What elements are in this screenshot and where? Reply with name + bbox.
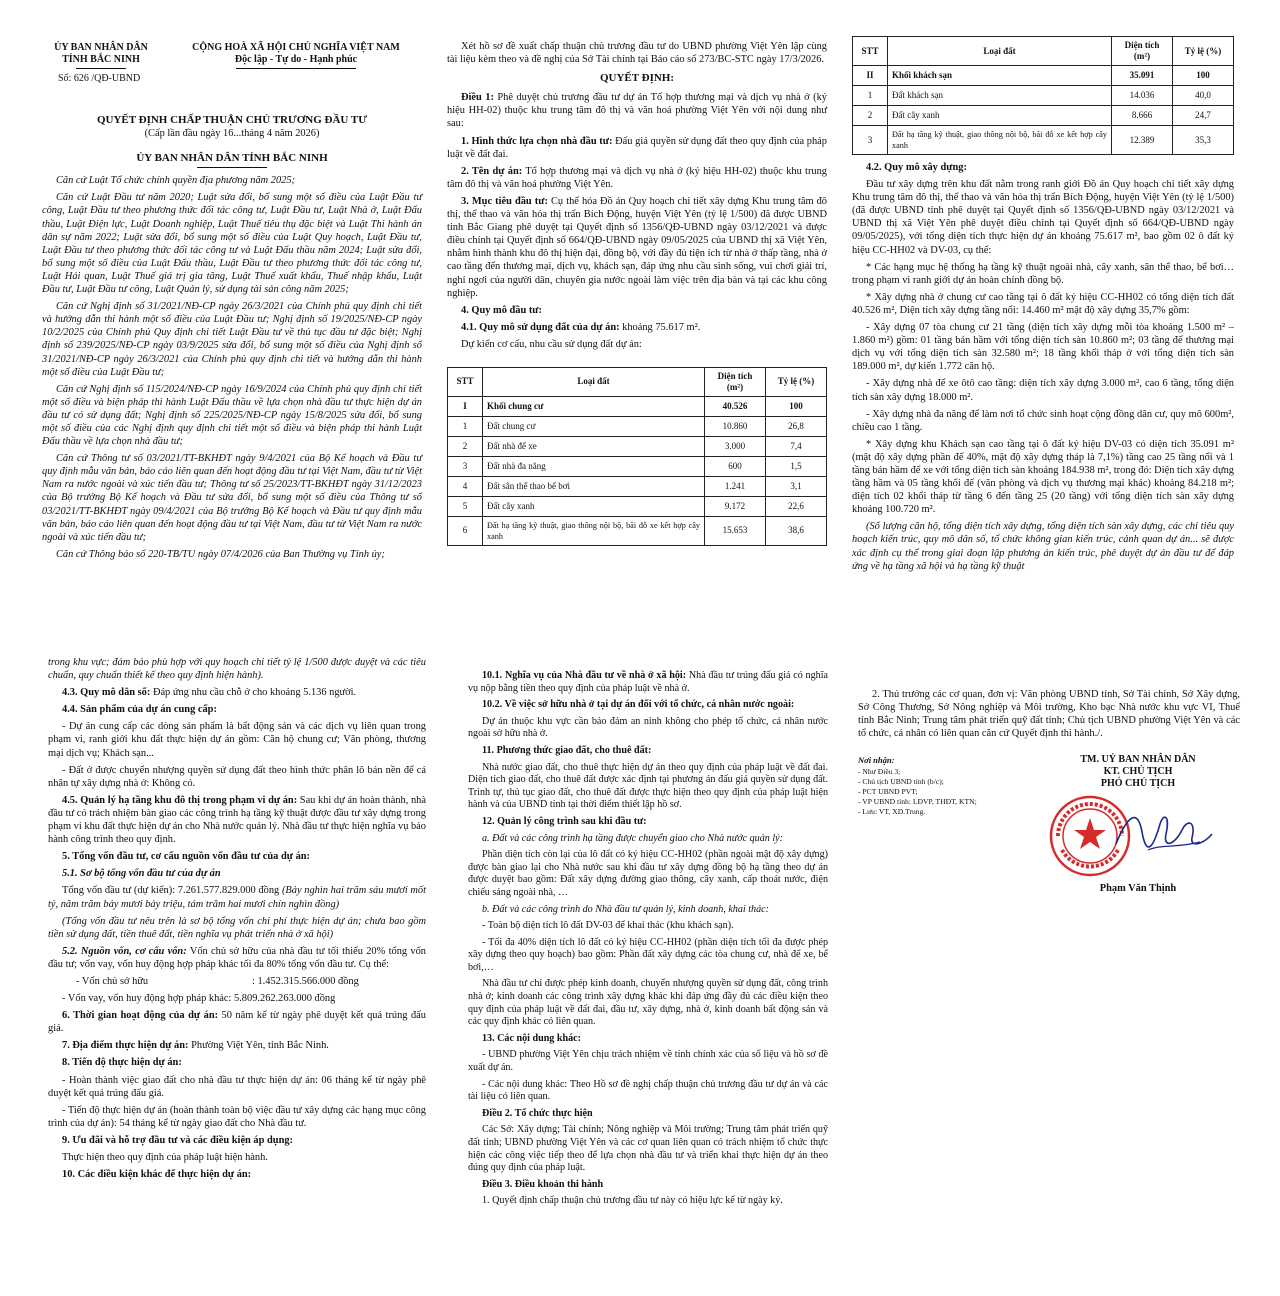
table-cell-ratio: 22,6 <box>766 496 827 516</box>
table-cell-stt: I <box>448 396 483 416</box>
recipient: - VP UBND tỉnh: LĐVP, THĐT, KTN; <box>858 797 977 807</box>
section-5-2: 5.2. Nguồn vốn, cơ cấu vốn: Vốn chủ sở hữu của nhà đầu tư tối thiểu 20% tổng vốn đầu tư; vốn vay, vốn huy động hợp pháp khác tối đa 80% tổng vốn đầu tư. Cụ thể: <box>48 945 426 970</box>
intro-paragraph: Xét hồ sơ đề xuất chấp thuận chủ trương đầu tư do UBND phường Việt Yên lập cùng tài liệu kèm theo và đề nghị của Sở Tài chính tại Báo cáo số 273/BC-STC ngày 17/3/2026. <box>447 41 827 66</box>
legal-basis: Căn cứ Thông báo số 220-TB/TU ngày 07/4/2026 của Ban Thường vụ Tỉnh ủy; <box>56 548 385 560</box>
national-header: CỘNG HOÀ XÃ HỘI CHỦ NGHĨA VIỆT NAM Độc lập - Tự do - Hạnh phúc <box>170 42 422 69</box>
table-cell-ratio: 35,3 <box>1173 126 1234 155</box>
legal-basis: Căn cứ Luật Đầu tư năm 2020; Luật sửa đổi, bổ sung một số điều của Luật Đầu tư công, Luật Đầu tư theo phương thức đối tác công tư, Luật Đầu tư, Luật Nhà ở, Luật Đấu thầu, Luật Điện lực, Luật Doanh nghiệp, Luật Thuế tiêu thụ đặc biệt và Luật Thi hành án dân sự năm 2022; Luật sửa đổi, bổ sung một số điều của Luật Quy hoạch, Luật Đầu tư, Luật Đầu tư theo phương thức đối tác công tư và Luật Đấu thầu năm 2024; Luật sửa đổi, bổ sung một số điều của Luật Đấu thầu, Luật Đầu tư theo phương thức đối tác công tư, Luật Hải quan, Luật Thuế giá trị gia tăng, Luật Thuế xuất khẩu, Thuế nhập khẩu, Luật Đầu tư, Luật Đầu tư công, Luật Quản lý, sử dụng tài sản công năm 2025; <box>42 192 422 296</box>
section-4-2: 4.2. Quy mô xây dựng: <box>866 162 967 173</box>
table-cell-stt: 1 <box>448 416 483 436</box>
paragraph: - Tiến độ thực hiện dự án (hoàn thành toàn bộ việc đầu tư xây dựng các hạng mục công trình của dự án): 54 tháng kể từ ngày giao đất cho Nhà đầu tư. <box>48 1104 426 1129</box>
section-5-1: 5.1. Sơ bộ tổng vốn đầu tư của dự án <box>62 868 221 880</box>
legal-basis: Căn cứ Nghị định số 115/2024/NĐ-CP ngày 16/9/2024 của Chính phủ quy định chi tiết một số điều và biện pháp thi hành Luật Đấu thầu về lựa chọn nhà đầu tư thực hiện dự án đầu tư có sử dụng đất; Nghị định số 225/2025/NĐ-CP ngày 15/8/2025 sửa đổi, bổ sung một số điều của các Nghị định quy định chi tiết một số điều và biện pháp thi hành Luật Đấu thầu về lựa chọn nhà đầu tư; <box>42 383 422 448</box>
table-cell-type: Khối khách sạn <box>888 66 1112 86</box>
table-cell-ratio: 100 <box>1173 66 1234 86</box>
section-12: 12. Quản lý công trình sau khi đầu tư: <box>482 815 647 827</box>
table-cell-type: Khối chung cư <box>483 396 705 416</box>
document-title: QUYẾT ĐỊNH CHẤP THUẬN CHỦ TRƯƠNG ĐẦU TƯ <box>96 114 368 126</box>
section-10: 10. Các điều kiện khác để thực hiện dự án: <box>62 1169 252 1181</box>
legal-basis: Căn cứ Nghị định số 31/2021/NĐ-CP ngày 26/3/2021 của Chính phủ quy định chi tiết và hướng dẫn thi hành một số điều của Luật Đầu tư; Nghị định số 19/2025/NĐ-CP ngày 10/2/2025 của Chính phủ Quy định chi tiết Luật Đầu tư về thủ tục đầu tư đặc biệt; Nghị định số 239/2025/NĐ-CP ngày 03/9/2025 sửa đổi, bổ sung một số điều của Nghị định số 31/2021/NĐ-CP ngày 26/3/2021 của Chính phủ quy định chi tiết và hướng dẫn thi hành một số điều của Luật Đầu tư; <box>42 301 422 378</box>
table-cell-type: Đất cây xanh <box>483 496 705 516</box>
paragraph: * Các hạng mục hệ thống hạ tầng kỹ thuật ngoài nhà, cây xanh, sân thể thao, bể bơi… trong phạm vi ranh giới dự án hoàn chỉnh đồng bộ. <box>852 261 1234 286</box>
table-cell-stt: 6 <box>448 516 483 545</box>
paragraph: Đầu tư xây dựng trên khu đất nằm trong ranh giới Đồ án Quy hoạch chi tiết xây dựng Khu trung tâm đô thị, thể thao và văn hóa thị trấn Bích Động, huyện Việt Yên (tỷ lệ 1/500) (đã được UBND tỉnh phê duyệt tại Quyết định số 1356/QĐ-UBND ngày 03/12/2021 và UBND thị xã Việt Yên phê duyệt điều chỉnh tại Quyết định số 664/QĐ-UBND ngày 09/05/2025), với tổng diện tích thực hiện dự án khoảng 75.617 m², bao gồm 02 ô đất ký hiệu CC-HH02 và DV-03, cụ thể: <box>852 179 1234 256</box>
table-cell-area: 9.172 <box>705 496 766 516</box>
legal-bases <box>42 174 422 561</box>
table-row <box>853 86 1234 106</box>
table-row <box>448 436 827 456</box>
paragraph: - Xây dựng nhà đa năng để làm nơi tổ chức sinh hoạt cộng đồng dân cư, quy mô 600m², chiều cao 1 tầng. <box>852 408 1234 433</box>
recipients <box>858 754 1028 817</box>
article-3: Điều 3. Điều khoản thi hành <box>482 1178 604 1190</box>
recipient: - Lưu: VT, XD.Trung. <box>858 807 926 817</box>
own-capital: - Vốn chủ sở hữu : 1.452.315.566.000 đồng <box>76 975 359 987</box>
table-cell-area: 8.666 <box>1112 106 1173 126</box>
page1-column2 <box>447 40 827 546</box>
table-cell-ratio: 3,1 <box>766 476 827 496</box>
table-cell-stt: 3 <box>853 126 888 155</box>
paragraph: Thực hiện theo quy định của pháp luật hiện hành. <box>62 1152 268 1163</box>
table-row <box>448 476 827 496</box>
page2-column2 <box>468 670 828 1212</box>
section-9: 9. Ưu đãi và hỗ trợ đầu tư và các điều kiện áp dụng: <box>62 1134 293 1146</box>
recipients-title: Nơi nhận: <box>858 755 895 766</box>
handwritten-signature-icon <box>1108 804 1218 864</box>
table-cell-stt: 4 <box>448 476 483 496</box>
signature-block: TM. UỶ BAN NHÂN DÂN KT. CHỦ TỊCH PHÓ CHỦ TỊCH Phạm Văn Thịnh <box>1038 754 1238 895</box>
paragraph: Nhà đầu tư chỉ được phép kinh doanh, chuyển nhượng quyền sử dụng đất, công trình nhà ở; kinh doanh các công trình xây dựng khác khi đáp ứng đầy đủ các điều kiện theo quy định của pháp luật về đất đai, đầu tư, xây dựng, nhà ở, kinh doanh bất động sản và các quy định khác có liên quan. <box>468 978 828 1028</box>
table-cell-area: 40.526 <box>705 396 766 416</box>
table-row <box>448 416 827 436</box>
paragraph: - Tối đa 40% diện tích lô đất có ký hiệu CC-HH02 (phần diện tích tối đa được phép xây dựng theo quy hoạch) bao gồm: Phần đất xây dựng các tòa chung cư, nhà để xe, bể bơi,… <box>468 936 828 973</box>
issuer-header: ỦY BAN NHÂN DÂN TỈNH BẮC NINH <box>42 42 160 69</box>
doc-number: Số: 626 /QĐ-UBND <box>58 73 141 84</box>
paragraph: * Xây dựng nhà ở chung cư cao tầng tại ô đất ký hiệu CC-HH02 có tổng diện tích đất 40.526 m², Diện tích xây dựng tầng nổi: 14.460 m² mật độ xây dựng 35,7% gồm: <box>852 291 1234 316</box>
legal-basis: Căn cứ Thông tư số 03/2021/TT-BKHĐT ngày 9/4/2021 của Bộ Kế hoạch và Đầu tư quy định mẫu văn bản, báo cáo liên quan đến hoạt động đầu tư tại Việt Nam, đầu tư từ Việt Nam ra nước ngoài và xúc tiến đầu tư; Thông tư số 25/2023/TT-BKHĐT ngày 31/12/2023 của Bộ trưởng Bộ Kế hoạch và Đầu tư sửa đổi, bổ sung một số điều của Thông tư số 03/2021/TT-BKHĐT ngày 09/4/2021 của Bộ trưởng Bộ Kế hoạch và Đầu tư quy định mẫu văn bản, báo cáo liên quan đến hoạt động đầu tư tại Việt Nam, đầu tư từ Việt Nam ra nước ngoài và xúc tiến đầu tư; <box>42 453 422 543</box>
section-4: 4. Quy mô đầu tư: <box>461 304 542 316</box>
table-cell-stt: 5 <box>448 496 483 516</box>
paragraph: - Dự án cung cấp các dòng sản phẩm là bất động sản và các dịch vụ liên quan trong phạm vi, ranh giới khu đất thực hiện dự án gồm: Căn hộ chung cư; Văn phòng, thương mại dịch vụ; Khách sạn... <box>48 721 426 759</box>
section-10-1: 10.1. Nghĩa vụ của Nhà đầu tư về nhà ở xã hội: Nhà đầu tư trúng đấu giá có nghĩa vụ nộp bằng tiền theo quy định của pháp luật về nhà ở. <box>468 670 828 694</box>
loan-capital: - Vốn vay, vốn huy động hợp pháp khác: 5.809.262.263.000 đồng <box>62 993 336 1005</box>
paragraph: Các Sở: Xây dựng; Tài chính; Nông nghiệp và Môi trường; Trung tâm phát triển quỹ đất tỉnh; UBND phường Việt Yên và các cơ quan liên quan có trách nhiệm tổ chức thực hiện các công việc tiếp theo để lựa chọn nhà đầu tư và triển khai thực hiện dự án theo đúng quy định của pháp luật. <box>468 1124 828 1174</box>
section-6: 6. Thời gian hoạt động của dự án: 50 năm kể từ ngày phê duyệt kết quả trúng đấu giá. <box>48 1010 426 1035</box>
table-row <box>448 456 827 476</box>
document-subtitle: (Cấp lần đầu ngày 16...tháng 4 năm 2026) <box>144 128 320 140</box>
table-row <box>448 496 827 516</box>
paragraph: * Xây dựng khu Khách sạn cao tầng tại ô đất ký hiệu DV-03 có diện tích 35.091 m² (mật độ xây dựng phần đế 40%, mật độ xây dựng tháp là 7,1%) tầng cao 25 tầng nổi và 1 tầng bán hầm để xe với tổng diện tích sàn khoảng 184.938 m², trong đó: Diện tích xây dựng tầng hầm và 05 tầng khối đế (văn phòng và dịch vụ thương mại khác) khoảng 84.218 m²; diện tích 02 khối tháp từ tầng 6 đến tầng 25 (20 tầng) với tổng diện tích sàn xây dựng khoảng 100.720 m². <box>852 438 1234 516</box>
land-table-1: STT Loại đất Diện tích (m²) Tỷ lệ (%) I Khối chung cư 40.526 100 1 Đất chung cư 10.860 26,8 2 Đất nhà để xe 3.000 7,4 3 Đất nhà đa năng 600 1,5 4 Đất sân thể thao bể bơi 1.241 3,1 5 Đất cây xanh 9.172 22,6 6 Đất hạ tầng kỹ thuật, giao thông nội bộ, bãi đỗ xe kết hợp cây xanh 15.653 38,6 <box>447 367 827 546</box>
recipient: - Chủ tịch UBND tỉnh (b/c); <box>858 777 944 787</box>
section-4-4: 4.4. Sản phẩm của dự án cung cấp: <box>62 704 217 716</box>
section-1: 1. Hình thức lựa chọn nhà đầu tư: Đấu giá quyền sử dụng đất theo quy định của pháp luật về đất đai. <box>447 135 827 160</box>
table-cell-type: Đất cây xanh <box>888 106 1112 126</box>
section-4-1: 4.1. Quy mô sử dụng đất của dự án: khoảng 75.617 m². <box>461 321 701 333</box>
section-13: 13. Các nội dung khác: <box>482 1032 581 1044</box>
section-4-5: 4.5. Quản lý hạ tầng khu đô thị trong phạm vi dự án: Sau khi dự án hoàn thành, nhà đầu tư có trách nhiệm bàn giao các công trình hạ tầng kỹ thuật được đầu tư xây dựng trong phạm vi khu đất thực hiện dự án cho Nhà nước quản lý. Nhà đầu tư thực hiện nghĩa vụ bảo hành công trình theo quy định. <box>48 794 426 846</box>
table-cell-area: 12.389 <box>1112 126 1173 155</box>
page2-column3 <box>858 688 1240 904</box>
table-cell-stt: II <box>853 66 888 86</box>
table-row <box>853 66 1234 86</box>
table-cell-type: Đất nhà để xe <box>483 436 705 456</box>
section-7: 7. Địa điểm thực hiện dự án: Phường Việt Yên, tỉnh Bắc Ninh. <box>62 1040 329 1052</box>
total-capital: Tổng vốn đầu tư (dự kiến): 7.261.577.829.000 đồng (Bảy nghìn hai trăm sáu mươi mốt tỷ, năm trăm bảy mươi bảy triệu, tám trăm hai mươi chín nghìn đồng) <box>48 885 426 910</box>
table-cell-stt: 2 <box>448 436 483 456</box>
table-cell-type: Đất sân thể thao bể bơi <box>483 476 705 496</box>
table-cell-stt: 1 <box>853 86 888 106</box>
paragraph: Nhà nước giao đất, cho thuê thực hiện dự án theo quy định của pháp luật về đất đai. Diện tích giao đất, cho thuê đất được xác định tại phương án đấu giá quyền sử dụng đất. Trình tự, thủ tục giao đất, cho thuê đất được thực hiện theo quy định của pháp luật hiện hành và của UBND tỉnh tại thời điểm thiết lập hồ sơ. <box>468 761 828 811</box>
paragraph: - Đất ở được chuyển nhượng quyền sử dụng đất theo hình thức phân lô bán nền để cá nhân tự xây dựng nhà ở: Không có. <box>48 764 426 789</box>
table-cell-area: 10.860 <box>705 416 766 436</box>
table-cell-ratio: 1,5 <box>766 456 827 476</box>
page1-column1 <box>42 42 422 565</box>
recipient: - PCT UBND PVT; <box>858 787 918 797</box>
table-cell-area: 15.653 <box>705 516 766 545</box>
section-4-1-sub: Dự kiến cơ cấu, nhu cầu sử dụng đất dự án: <box>461 338 642 350</box>
paragraph: Dự án thuộc khu vực cần bảo đảm an ninh không cho phép tổ chức, cá nhân nước ngoài sở hữu nhà ở. <box>468 715 828 740</box>
table-cell-ratio: 7,4 <box>766 436 827 456</box>
section-8: 8. Tiến độ thực hiện dự án: <box>62 1057 182 1069</box>
decide-heading: QUYẾT ĐỊNH: <box>599 72 675 85</box>
table-cell-area: 1.241 <box>705 476 766 496</box>
paragraph: 1. Quyết định chấp thuận chủ trương đầu tư này có hiệu lực kể từ ngày ký. <box>482 1195 783 1207</box>
table-cell-type: Đất khách sạn <box>888 86 1112 106</box>
page1-column3 <box>852 36 1234 577</box>
signer-name: Phạm Văn Thịnh <box>1099 883 1177 895</box>
section-11: 11. Phương thức giao đất, cho thuê đất: <box>482 744 652 756</box>
paragraph: Phần diện tích còn lại của lô đất có ký hiệu CC-HH02 (phần ngoài mật độ xây dựng) được bàn giao lại cho Nhà nước sau khi đầu tư xây dựng đồng bộ hạ tầng theo dự án được duyệt bao gồm: Đất xây dựng đường giao thông, cây xanh, cấp thoát nước, điện chiếu sáng ngoài nhà, … <box>468 849 828 898</box>
paragraph: - Toàn bộ diện tích lô đất DV-03 để khai thác (khu khách sạn). <box>482 920 734 932</box>
paragraph: - Xây dựng 07 tòa chung cư 21 tầng (diện tích xây dựng mỗi tòa khoảng 1.500 m² – 1.860 m²) gồm: 01 tầng bán hầm với tổng diện tích sàn 10.860 m²; 03 tầng để thương mại dịch vụ với tổng diện tích sàn 32.580 m²; 18 tầng khối tháp ở với tổng diện tích sàn 189.000 m², dự kiến 1.772 căn hộ. <box>852 322 1234 373</box>
table-cell-ratio: 26,8 <box>766 416 827 436</box>
table-cell-stt: 3 <box>448 456 483 476</box>
table-cell-ratio: 38,6 <box>766 516 827 545</box>
table-cell-type: Đất hạ tầng kỹ thuật, giao thông nội bộ, bãi đỗ xe kết hợp cây xanh <box>483 516 705 545</box>
paragraph: - Hoàn thành việc giao đất cho nhà đầu tư thực hiện dự án: 06 tháng kể từ ngày phê duyệt kết quả trúng đấu giá. <box>48 1074 426 1099</box>
paragraph: - Xây dựng nhà để xe ôtô cao tầng: diện tích xây dựng 3.000 m², cao 6 tầng, tổng diện tích sàn xây dựng 18.000 m². <box>852 378 1234 403</box>
table-cell-area: 35.091 <box>1112 66 1173 86</box>
table-cell-area: 3.000 <box>705 436 766 456</box>
table-cell-ratio: 24,7 <box>1173 106 1234 126</box>
table-cell-type: Đất chung cư <box>483 416 705 436</box>
section-2: 2. Tên dự án: Tổ hợp thương mại và dịch vụ nhà ở (ký hiệu HH-02) thuộc khu trung tâm đô thị và văn hoá phường Việt Yên. <box>447 165 827 190</box>
section-12-b: b. Đất và các công trình do Nhà đầu tư quản lý, kinh doanh, khai thác: <box>482 903 769 915</box>
table-cell-type: Đất hạ tầng kỹ thuật, giao thông nội bộ, bãi đỗ xe kết hợp cây xanh <box>888 126 1112 155</box>
paragraph: - UBND phường Việt Yên chịu trách nhiệm về tính chính xác của số liệu và hồ sơ đề xuất dự án. <box>468 1049 828 1074</box>
table-row <box>853 106 1234 126</box>
capital-note: (Tổng vốn đầu tư nêu trên là sơ bộ tổng vốn chi phí thực hiện dự án; chưa bao gồm tiền sử dụng đất, tiền thuê đất, tiền nghĩa vụ phát triển nhà ở xã hội) <box>48 915 426 940</box>
continuation: trong khu vực; đảm bảo phù hợp với quy hoạch chi tiết tỷ lệ 1/500 được duyệt và các tiêu chuẩn, quy chuẩn thiết kế theo quy định hiện hành). <box>48 657 426 682</box>
legal-basis: Căn cứ Luật Tổ chức chính quyền địa phương năm 2025; <box>56 175 295 187</box>
item-2: 2. Thủ trưởng các cơ quan, đơn vị: Văn phòng UBND tỉnh, Sở Tài chính, Sở Xây dựng, Sở Công Thương, Sở Nông nghiệp và Môi trường, Kho bạc Nhà nước khu vực VI, Thuế tỉnh Bắc Ninh; Trung tâm phát triển quỹ đất tỉnh; Chủ tịch UBND phường Việt Yên và các tổ chức, cá nhân có liên quan căn cứ Quyết định thi hành./. <box>858 689 1240 740</box>
land-table-2: STT Loại đất Diện tích (m²) Tỷ lệ (%) II Khối khách sạn 35.091 100 1 Đất khách sạn 14.036 40,0 2 Đất cây xanh 8.666 24,7 3 Đất hạ tầng kỹ thuật, giao thông nội bộ, bãi đỗ xe kết hợp cây xanh 12.389 35,3 <box>852 36 1234 155</box>
table-row <box>448 516 827 545</box>
table-cell-area: 600 <box>705 456 766 476</box>
recipient: - Như Điều 3; <box>858 767 901 777</box>
table-cell-ratio: 100 <box>766 396 827 416</box>
table-row <box>853 126 1234 155</box>
section-5: 5. Tổng vốn đầu tư, cơ cấu nguồn vốn đầu tư của dự án: <box>62 851 311 863</box>
paragraph: - Các nội dung khác: Theo Hồ sơ đề nghị chấp thuận chủ trương đầu tư dự án và các tài liệu có liên quan. <box>468 1078 828 1103</box>
section-10-2: 10.2. Về việc sở hữu nhà ở tại dự án đối với tổ chức, cá nhân nước ngoài: <box>482 699 795 711</box>
section-4-3: 4.3. Quy mô dân số: Đáp ứng nhu cầu chỗ ở cho khoảng 5.136 người. <box>62 687 357 699</box>
paragraph: (Số lượng căn hộ, tổng diện tích xây dựng, tổng diện tích sàn xây dựng, các chỉ tiêu quy hoạch kiến trúc, quy mô dân số, tổ chức không gian kiến trúc, cảnh quan dự án... sẽ được xác định cụ thể trong giai đoạn lập phương án kiến trúc, phê duyệt dự án đầu tư để đáp ứng về hạ tầng xã hội và hạ tầng kỹ thuật <box>852 521 1234 572</box>
table-row <box>448 396 827 416</box>
section-3: 3. Mục tiêu đầu tư: Cụ thể hóa Đồ án Quy hoạch chi tiết xây dựng Khu trung tâm đô thị, thể thao và văn hóa thị trấn Bích Động, huyện Việt Yên (tỷ lệ 1/500) đã được UBND tỉnh Bắc Giang phê duyệt tại Quyết định số 1356/QĐ-UBND ngày 03/12/2021 và được điều chỉnh tại Quyết định số 664/QĐ-UBND ngày 09/05/2025 của UBND thị xã Việt Yên, nhằm hình thành khu đô thị hiện đại, đồng bộ, với đầy đủ tiện ích từ nhà ở thấp tầng, nhà ở cao tầng đến thương mại, dịch vụ, khách sạn, đáp ứng nhu cầu sinh sống, vui chơi giải trí, nghỉ ngơi của người dân, chuyên gia nước ngoài làm việc trên địa bàn và tại các khu công nghiệp. <box>447 195 827 299</box>
article-1: Điều 1: Phê duyệt chủ trương đầu tư dự án Tổ hợp thương mại và dịch vụ nhà ở (ký hiệu HH-02) thuộc khu trung tâm đô thị và văn hoá phường Việt Yên với nội dung như sau: <box>447 92 827 130</box>
article-2: Điều 2. Tổ chức thực hiện <box>482 1107 593 1119</box>
section-12-a: a. Đất và các công trình hạ tầng được chuyển giao cho Nhà nước quản lý: <box>482 832 783 844</box>
table-cell-stt: 2 <box>853 106 888 126</box>
table-cell-type: Đất nhà đa năng <box>483 456 705 476</box>
table-cell-area: 14.036 <box>1112 86 1173 106</box>
table-cell-ratio: 40,0 <box>1173 86 1234 106</box>
issuer-title: ỦY BAN NHÂN DÂN TỈNH BẮC NINH <box>136 152 328 165</box>
page-2 <box>0 652 1280 1296</box>
page2-column1 <box>48 656 426 1185</box>
